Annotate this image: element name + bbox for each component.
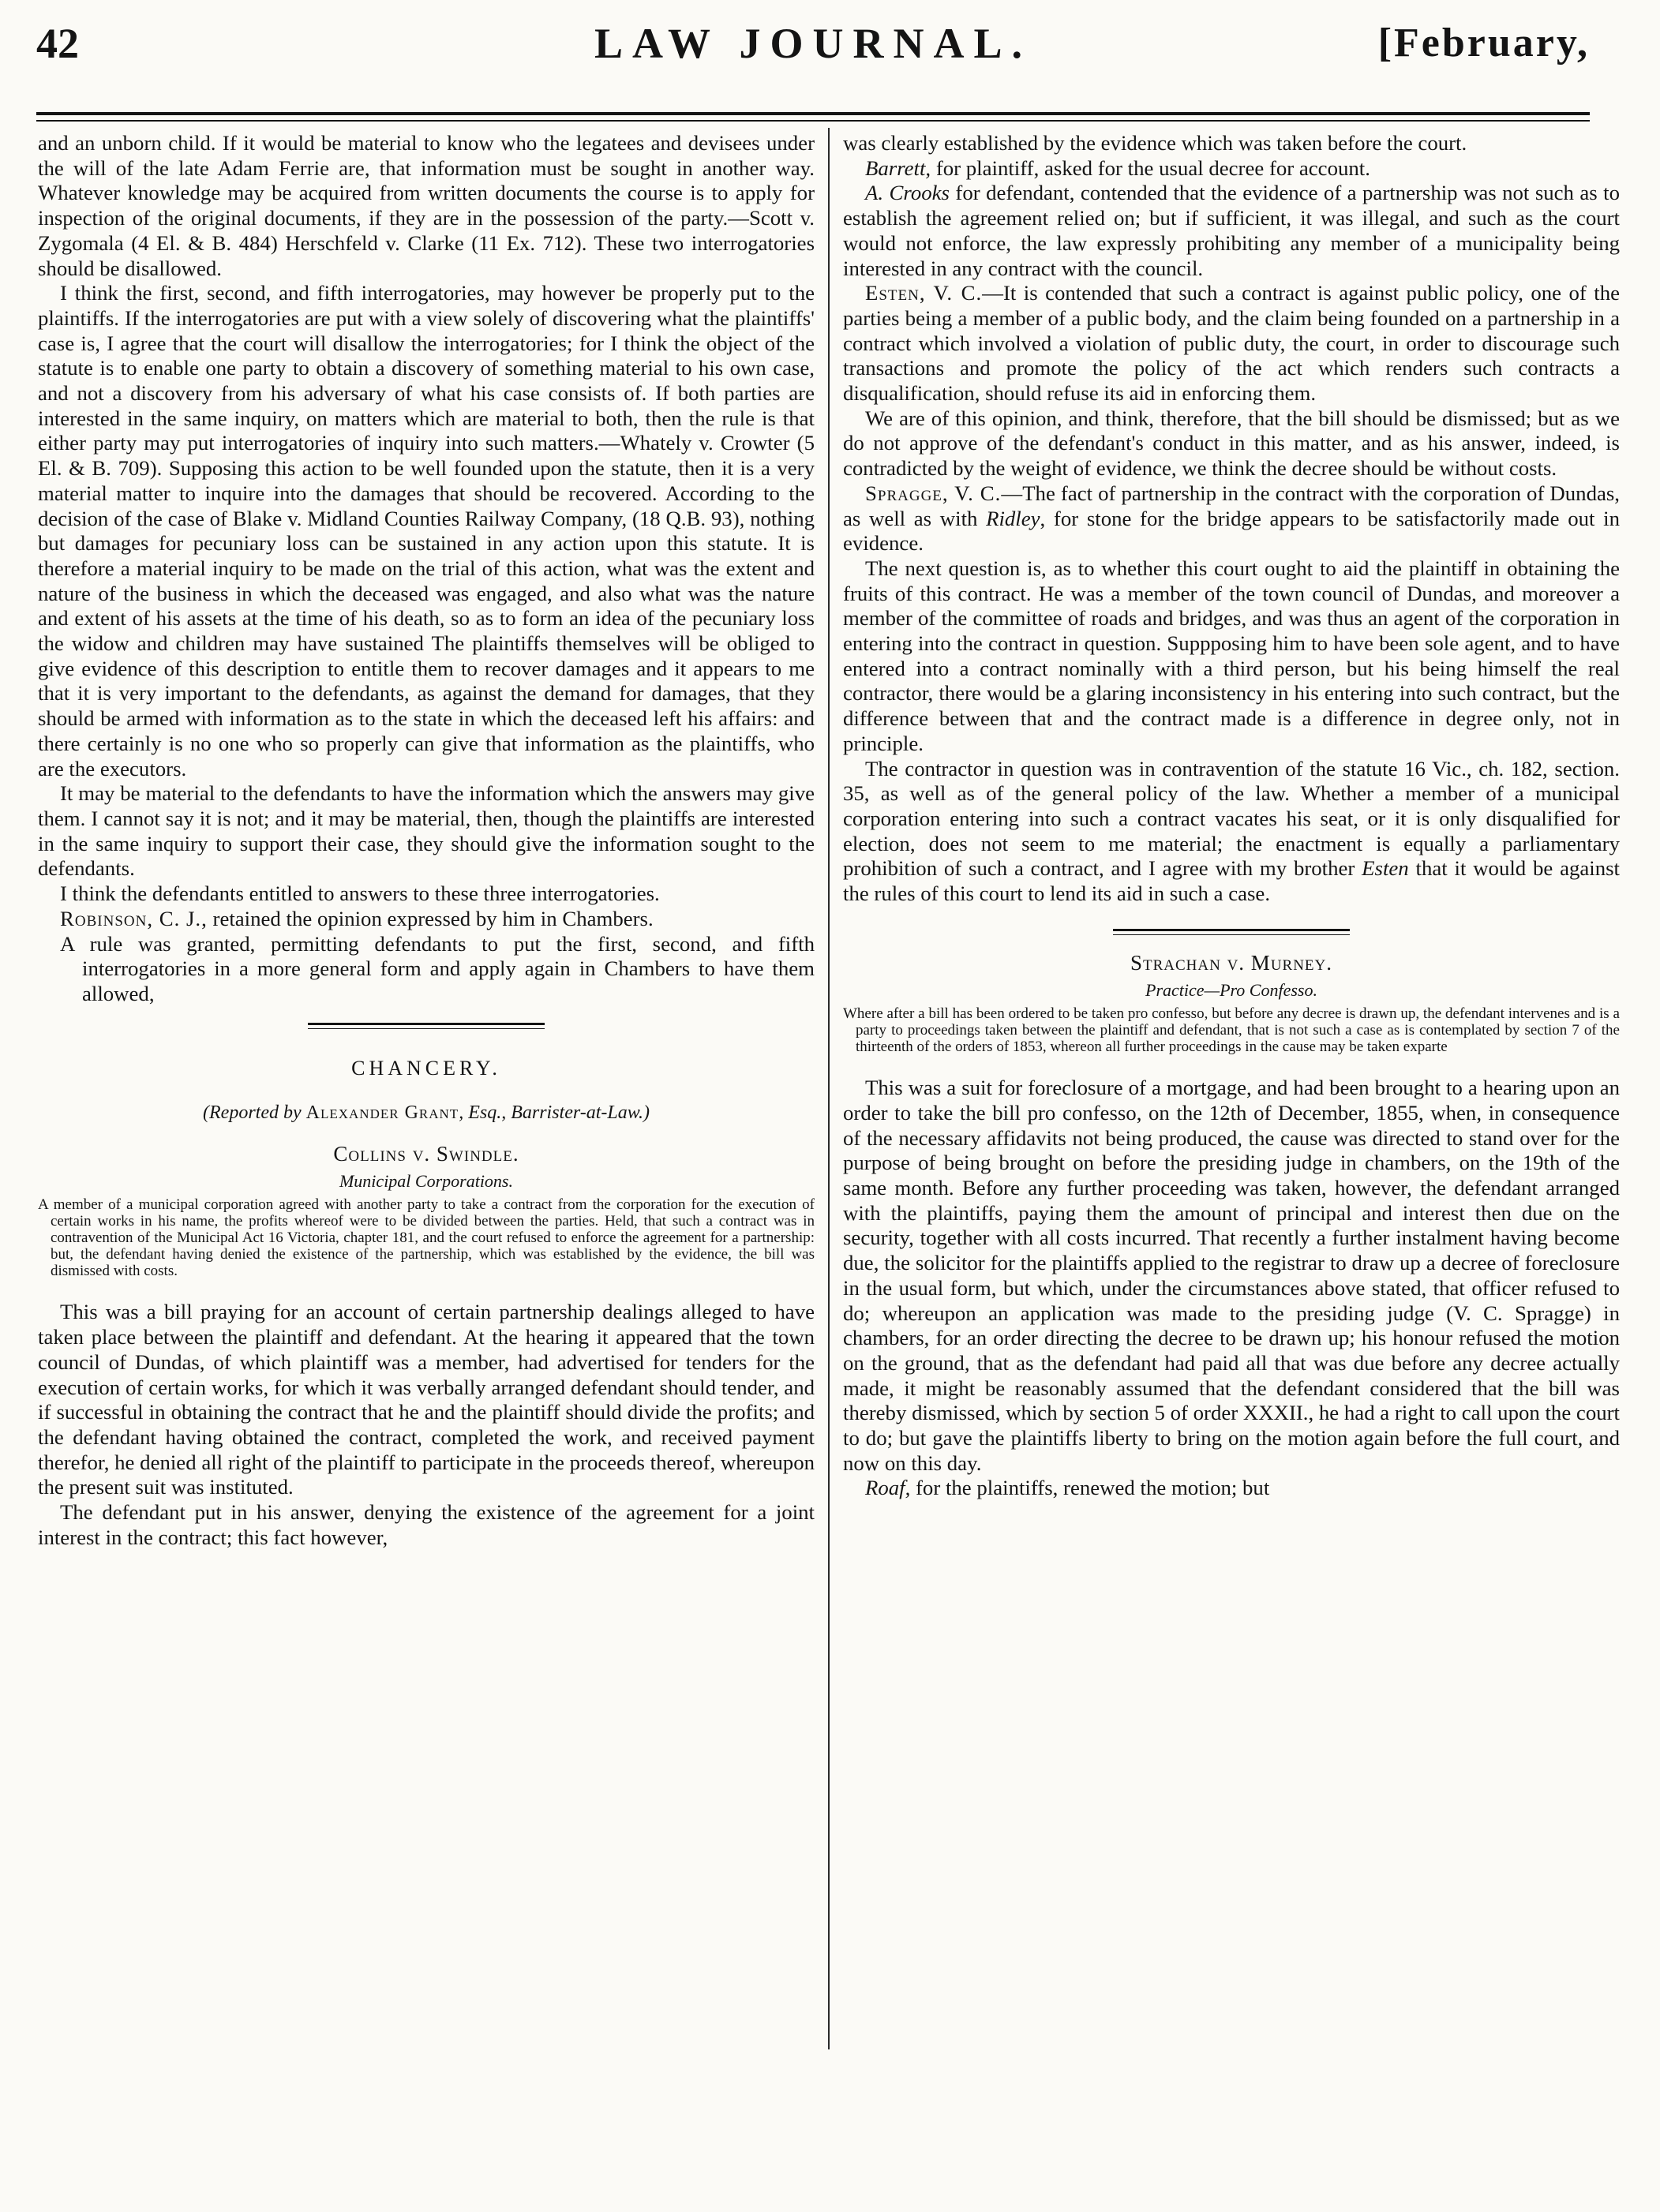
paragraph: I think the first, second, and fifth interrogatories, may however be properly put to the plaintiffs. If the interrogatories are put with a view solely of discovering what the plaintiffs' case is, I agree that the court will disallow the interrogatories; for I think the object of the statute is to enable one party to obtain a discovery of something material to his own case, and not a discovery from his adversary of what his case consists of. If both parties are interested in the same inquiry, on matters which are material to both, then the rule is that either party may put interrogatories of inquiry into such matters.—Whately v. Crowter (5 El. & B. 709). Supposing this action to be well founded upon the statute, then it is a very material matter to inquire into the damages that should be recovered. According to the decision of the case of Blake v. Midland Counties Railway Company, (18 Q.B. 93), nothing but damages for pecuniary loss can be sustained in any action upon this statute. It is therefore a material inquiry to be made on the trial of this action, what was the extent and nature of the business in which the deceased was engaged, and also what was the nature and extent of his assets at the time of his death, so as to form an idea of the pecuniary loss the widow and children may have sustained The plaintiffs themselves will be obliged to give evidence of this description to entitle them to recover damages and it appears to me that it is very important to the defendants, as against the demand for damages, that they should be armed with information as to the state in which the deceased left his affairs: and there certainly is no one who so properly can give that information as the plaintiffs, who are the executors. bbox=[38, 281, 815, 780]
judgment-text: The contractor in question was in contravention of the statute 16 Vic., ch. 182, section. 35, as well as of the general policy of the law. Whether a member of a municipal corporation entering into such a contract vacates his seat, or it is only disqualified for election, does not seem to me material; the enactment is equally a parliamentary prohibition of such a contract, and I agree with my brother bbox=[843, 756, 1620, 881]
section-rule-thin bbox=[308, 1028, 545, 1029]
contractor-paragraph bbox=[843, 757, 1620, 907]
judge-name: Esten, V. C. bbox=[865, 281, 983, 305]
case-subject: Practice—Pro Confesso. bbox=[1145, 979, 1317, 1000]
paragraph: The defendant put in his answer, denying the existence of the agreement for a joint interest in the contract; this fact however, bbox=[38, 1500, 815, 1549]
section-title: CHANCERY. bbox=[351, 1056, 501, 1080]
page-number: 42 bbox=[36, 20, 79, 67]
header-rule-thick bbox=[36, 112, 1590, 115]
crooks-paragraph bbox=[843, 181, 1620, 281]
judge-name: Spragge, V. C. bbox=[865, 481, 1002, 505]
paragraph: This was a suit for foreclosure of a mortgage, and had been brought to a hearing upon an order to take the bill pro confesso, on the 12th of December, 1855, when, in consequence of the necessary affidavits not being produced, the cause was directed to stand over for the purpose of being brought on before the presiding judge in chambers, on the 19th of the same month. Before any further proceeding was taken, however, the defendant arranged with the plaintiffs, paying them the amount of principal and interest then due on the security, together with all costs incurred. That recently a further instalment having become due, the solicitor for the plaintiffs applied to the registrar to draw up a decree of foreclosure in the usual form, but which, under the circumstances above stated, that officer refused to do; whereupon an application was made to the presiding judge (V. C. Spragge) in chambers, for an order directing the decree to be drawn up; his honour refused the motion on the ground, that as the defendant had paid all that was due before any decree actually made, it might be reasonably assumed that the defendant considered that the bill was thereby dismissed, which by section 5 of order XXXII., he had a right to call upon the court to do; but gave the plaintiffs liberty to bring on the motion again before the full court, and now on this day. bbox=[843, 1076, 1620, 1475]
issue-month: [February, bbox=[1377, 21, 1590, 65]
running-header bbox=[36, 22, 1590, 117]
paragraph: The next question is, as to whether this court ought to aid the plaintiff in obtaining the fruits of this contract. He was a member of the town council of Dundas, and moreover a member of the committee of roads and bridges, and was thus an agent of the corporation in entering into the contract in question. Suppposing him to have been sole agent, and to have entered into a contract nominally with a third person, but his being himself the real contractor, there would be a glaring inconsistency in his entering into such contract, but the difference between that and the contract made is a difference in degree only, not in principle. bbox=[843, 556, 1620, 755]
counsel-name: Roaf, bbox=[865, 1476, 911, 1500]
case-title: Strachan v. Murney. bbox=[1130, 950, 1333, 975]
reporter-suffix: , Esq., Barrister-at-Law.) bbox=[459, 1102, 650, 1124]
reporter-prefix: (Reported by bbox=[203, 1102, 306, 1124]
left-column bbox=[38, 131, 815, 1550]
judgment-text: —The fact of partnership in the contract with the corporation of Dundas, as well as with bbox=[843, 481, 1620, 530]
rule-paragraph: A rule was granted, permitting defendants to put the first, second, and fifth interrogatories in a more general form and apply again in Chambers to have them allowed, bbox=[60, 931, 815, 1005]
headnote: A member of a municipal corporation agreed with another party to take a contract from the corporation for the execution of certain works in his name, the profits whereof were to be divided between the parties. Held, that such a contract was in contravention of the Municipal Act 16 Victoria, chapter 181, and the court refused to enforce the agreement for a partnership: but, the defendant having denied the existence of the partnership, which was established by the evidence, the bill was dismissed with costs. bbox=[38, 1196, 815, 1280]
right-column bbox=[843, 131, 1620, 1501]
reporter-name: Alexander Grant bbox=[305, 1102, 459, 1124]
roaf-paragraph bbox=[843, 1476, 1620, 1501]
counsel-text: for plaintiff, asked for the usual decree for account. bbox=[931, 155, 1370, 180]
section-rule bbox=[308, 1023, 545, 1025]
reporter-line bbox=[38, 1101, 815, 1126]
case-subject: Municipal Corporations. bbox=[339, 1170, 513, 1191]
headnote: Where after a bill has been ordered to be taken pro confesso, but before any decree is drawn up, the defendant intervenes and is a party to proceedings taken between the plaintiff and defendant, that is not such a case as is contemplated by section 7 of the thirteenth of the orders of 1853, whereon all further proceedings in the cause may be taken exparte bbox=[843, 1005, 1620, 1056]
journal-title: LAW JOURNAL. bbox=[594, 20, 1032, 67]
header-rule-thin bbox=[36, 120, 1590, 122]
judge-name: Robinson, C. J., bbox=[60, 906, 208, 930]
counsel-text: for the plaintiffs, renewed the motion; but bbox=[910, 1476, 1270, 1500]
paragraph: This was a bill praying for an account of certain partnership dealings alleged to have taken place between the plaintiff and defendant. At the hearing it appeared that the town council of Dundas, of which plaintiff was a member, had advertised for tenders for the execution of certain works, for which it was verbally arranged defendant should tender, and if successful in obtaining the contract that he and the plaintiff should divide the profits; and the defendant having obtained the contract, completed the work, and received payment therefor, he denied all right of the plaintiff to participate in the proceeds thereof, whereupon the present suit was instituted. bbox=[38, 1300, 815, 1499]
esten-paragraph bbox=[843, 281, 1620, 406]
paragraph: It may be material to the defendants to have the information which the answers may give them. I cannot say it is not; and it may be material, then, though the plaintiffs are interested in the same inquiry to support their case, they should give the information sought to the defendants. bbox=[38, 781, 815, 881]
robinson-paragraph bbox=[38, 907, 815, 932]
paragraph: was clearly established by the evidence which was taken before the court. bbox=[843, 131, 1467, 155]
column-divider bbox=[828, 128, 830, 2049]
robinson-text: retained the opinion expressed by him in Chambers. bbox=[207, 906, 654, 930]
section-rule-thin bbox=[1113, 934, 1350, 935]
counsel-text: for defendant, contended that the evidence of a partnership was not such as to establish the agreement relied on; but if sufficient, it was illegal, and such as the court would not enforce, the law expressly prohibiting any member of a municipality being interested in any contract with the council. bbox=[843, 181, 1621, 280]
paragraph: I think the defendants entitled to answers to these three interrogatories. bbox=[60, 881, 660, 906]
case-title: Collins v. Swindle. bbox=[333, 1142, 519, 1166]
judgment-text: that it would be against the rules of this court to lend its aid in such a case. bbox=[843, 856, 1620, 906]
counsel-name: Barrett, bbox=[865, 155, 931, 180]
section-rule bbox=[1113, 929, 1350, 931]
party-name: Ridley bbox=[986, 506, 1040, 530]
counsel-name: A. Crooks bbox=[865, 181, 950, 205]
barrett-paragraph bbox=[843, 156, 1620, 182]
paragraph: and an unborn child. If it would be material to know who the legatees and devisees under the will of the late Adam Ferrie are, that information must be sought in another way. Whatever knowledge may be acquired from written documents the course is to apply for inspection of the original documents, if they are in the possession of the party.—Scott v. Zygomala (4 El. & B. 484) Herschfeld v. Clarke (11 Ex. 712). These two interrogatories should be disallowed. bbox=[38, 131, 815, 280]
paragraph: We are of this opinion, and think, therefore, that the bill should be dismissed; but as we do not approve of the defendant's conduct in this matter, and as his answer, indeed, is contradicted by the weight of evidence, we think the decree should be without costs. bbox=[843, 406, 1620, 481]
judgment-text: —It is contended that such a contract is against public policy, one of the parties being a member of a public body, and the claim being founded on a partnership in a contract which involved a violation of public duty, the court, in order to discourage such transactions and promote the policy of the act which renders such contracts a disqualification, should refuse its aid in enforcing them. bbox=[843, 281, 1620, 406]
judgment-text: , for stone for the bridge appears to be satisfactorily made out in evidence. bbox=[843, 506, 1620, 556]
judge-reference: Esten bbox=[1362, 856, 1409, 881]
spragge-paragraph bbox=[843, 481, 1620, 556]
